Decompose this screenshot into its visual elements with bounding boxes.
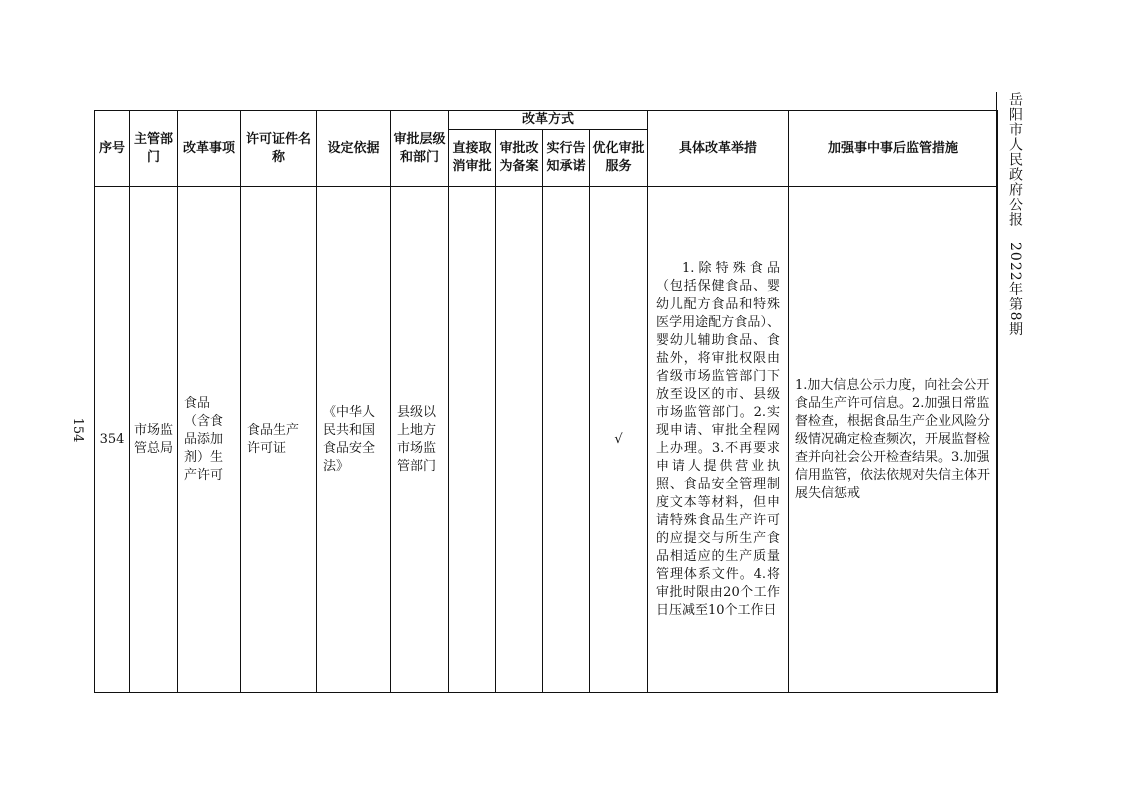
header-measures: 具体改革举措 [648,111,789,187]
header-mode-filing: 审批改为备案 [496,130,543,187]
cell-item: 食品（含食品添加剂）生产许可 [178,187,241,693]
header-level: 审批层级和部门 [391,111,449,187]
header-basis: 设定依据 [317,111,391,187]
table-row [95,187,998,693]
header-supervision: 加强事中事后监管措施 [789,111,998,187]
cell-measures [648,187,789,693]
cell-basis: 《中华人民共和国食品安全法》 [317,187,391,693]
header-reform-mode: 改革方式 [449,111,648,130]
cell-mode-optimize-check: √ [590,187,648,693]
header-mode-notify: 实行告知承诺 [543,130,590,187]
cell-level: 县级以上地方市场监管部门 [391,187,449,693]
header-mode-cancel: 直接取消审批 [449,130,496,187]
measures-text: 1.除特殊食品（包括保健食品、婴幼儿配方食品和特殊医学用途配方食品）、婴幼儿辅助食品、食盐外，将审批权限由省级市场监管部门下放至设区的市、县级市场监管部门。2.实现申请、审批全程网上办理。3.不再要求申请人提供营业执照、食品安全管理制度文本等材料，但申请特殊食品生产许可的应提交与所生产食品相适应的生产质量管理体系文件。4.将审批时限由20个工作日压减至10个工作日 [656,260,781,618]
cell-mode-filing [496,187,543,693]
cell-supervision: 1.加大信息公示力度，向社会公开食品生产许可信息。2.加强日常监督检查，根据食品生产企业风险分级情况确定检查频次，开展监督检查并向社会公开检查结果。3.加强信用监管，依法依规对失信主体开展失信惩戒 [789,187,998,693]
cell-license: 食品生产许可证 [241,187,317,693]
header-item: 改革事项 [178,111,241,187]
header-mode-optimize: 优化审批服务 [590,130,648,187]
header-dept: 主管部门 [130,111,178,187]
header-seq: 序号 [95,111,130,187]
cell-mode-cancel [449,187,496,693]
running-header: 岳阳市人民政府公报 2022年第8期 [1007,92,1023,337]
header-license: 许可证件名称 [241,111,317,187]
reform-table [94,110,998,693]
cell-dept: 市场监管总局 [130,187,178,693]
cell-seq: 354 [95,187,130,693]
page-number: 154 [70,417,85,443]
cell-mode-notify [543,187,590,693]
